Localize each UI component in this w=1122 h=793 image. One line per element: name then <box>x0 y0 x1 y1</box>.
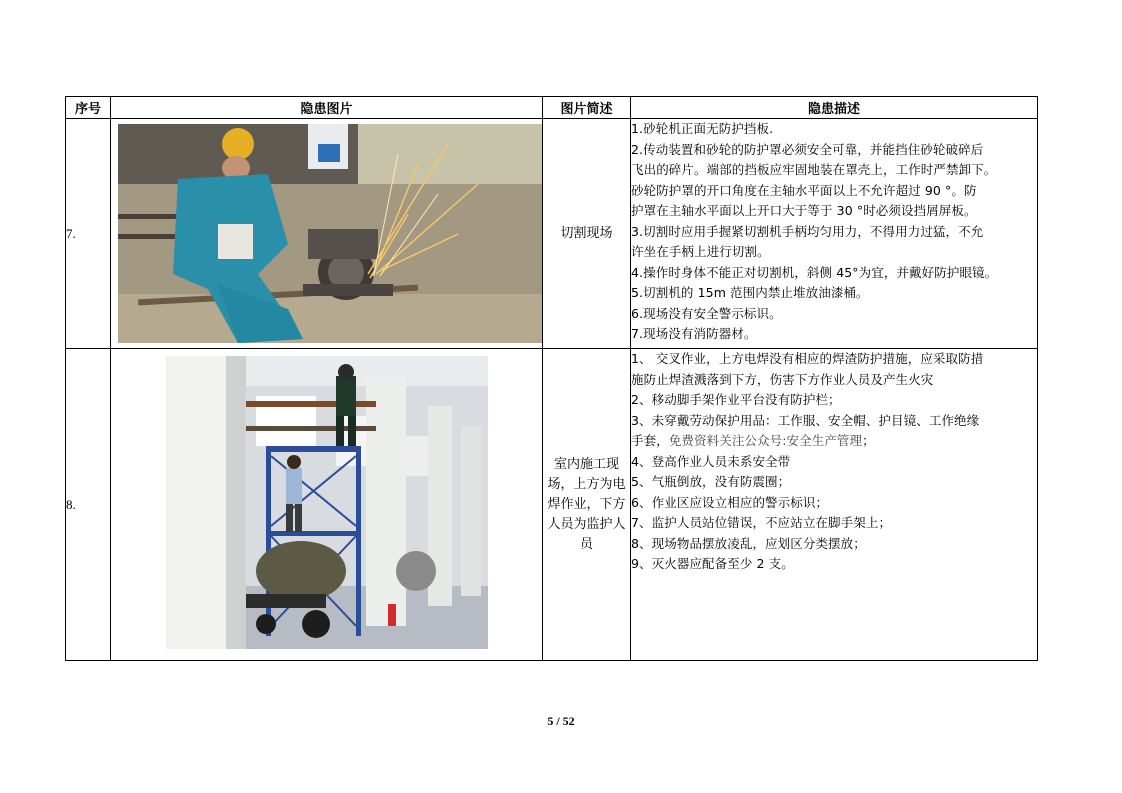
desc-line: 3.切割时应用手握紧切割机手柄均匀用力，不得用力过猛，不允 <box>631 223 984 239</box>
desc-text: ； <box>862 433 875 448</box>
row-seq: 7. <box>66 119 111 349</box>
photo-indoor-welding-site <box>166 356 488 649</box>
page-number: 5 / 52 <box>547 714 575 728</box>
table-row <box>66 349 1038 661</box>
desc-line-with-watermark <box>631 431 1037 452</box>
header-image: 隐患图片 <box>111 97 543 119</box>
row-description <box>631 119 1038 349</box>
desc-line: 2.传动装置和砂轮的防护罩必须安全可靠，并能挡住砂轮破碎后 <box>631 141 984 157</box>
desc-line: 施防止焊渣溅落到下方，伤害下方作业人员及产生火灾 <box>631 371 934 387</box>
desc-line: 9、灭火器应配备至少 2 支。 <box>631 556 794 571</box>
photo-cutting-site <box>118 124 542 343</box>
row-image-cell <box>111 119 543 349</box>
header-brief: 图片简述 <box>543 97 631 119</box>
desc-line: 8、现场物品摆放凌乱，应划区分类摆放； <box>631 535 866 551</box>
desc-line: 5.切割机的 15m 范围内禁止堆放油漆桶。 <box>631 285 869 300</box>
desc-line: 6、作业区应设立相应的警示标识； <box>631 494 829 510</box>
row-description <box>631 349 1038 661</box>
desc-text: 手套， <box>631 433 669 448</box>
row-brief: 切割现场 <box>543 119 631 349</box>
desc-line: 4、登高作业人员未系安全带 <box>631 453 791 469</box>
desc-line: 1.砂轮机正面无防护挡板. <box>631 121 774 136</box>
row-image-cell <box>111 349 543 661</box>
desc-line: 2、移动脚手架作业平台没有防护栏； <box>631 392 841 407</box>
desc-line: 砂轮防护罩的开口角度在主轴水平面以上不允许超过 90 °。防 <box>631 182 977 198</box>
desc-line: 4.操作时身体不能正对切割机，斜侧 45°为宜，并戴好防护眼镜。 <box>631 264 998 280</box>
header-seq: 序号 <box>66 97 111 119</box>
hazard-table <box>65 96 1038 661</box>
header-desc: 隐患描述 <box>631 97 1038 119</box>
desc-line: 1、 交叉作业，上方电焊没有相应的焊渣防护措施，应采取防措 <box>631 351 984 366</box>
desc-line: 7.现场没有消防器材。 <box>631 326 757 341</box>
desc-line: 5、气瓶倒放，没有防震圈； <box>631 474 791 489</box>
desc-line: 飞出的碎片。端部的挡板应牢固地装在罩壳上，工作时严禁卸下。 <box>631 162 997 177</box>
row-seq: 8. <box>66 349 111 661</box>
row-brief: 室内施工现场，上方为电焊作业，下方人员为监护人员 <box>543 349 631 661</box>
desc-line: 许坐在手柄上进行切割。 <box>631 244 770 259</box>
desc-line: 7、监护人员站位错误，不应站立在脚手架上； <box>631 515 892 530</box>
desc-line: 护罩在主轴水平面以上开口大于等于 30 °时必须设挡屑屏板。 <box>631 203 977 218</box>
table-header-row <box>66 97 1038 119</box>
watermark-text: 免费资料关注公众号:安全生产管理 <box>668 433 863 448</box>
table-row <box>66 119 1038 349</box>
desc-line: 3、未穿戴劳动保护用品：工作服、安全帽、护目镜、工作绝缘 <box>631 412 980 428</box>
desc-line: 6.现场没有安全警示标识。 <box>631 305 782 321</box>
